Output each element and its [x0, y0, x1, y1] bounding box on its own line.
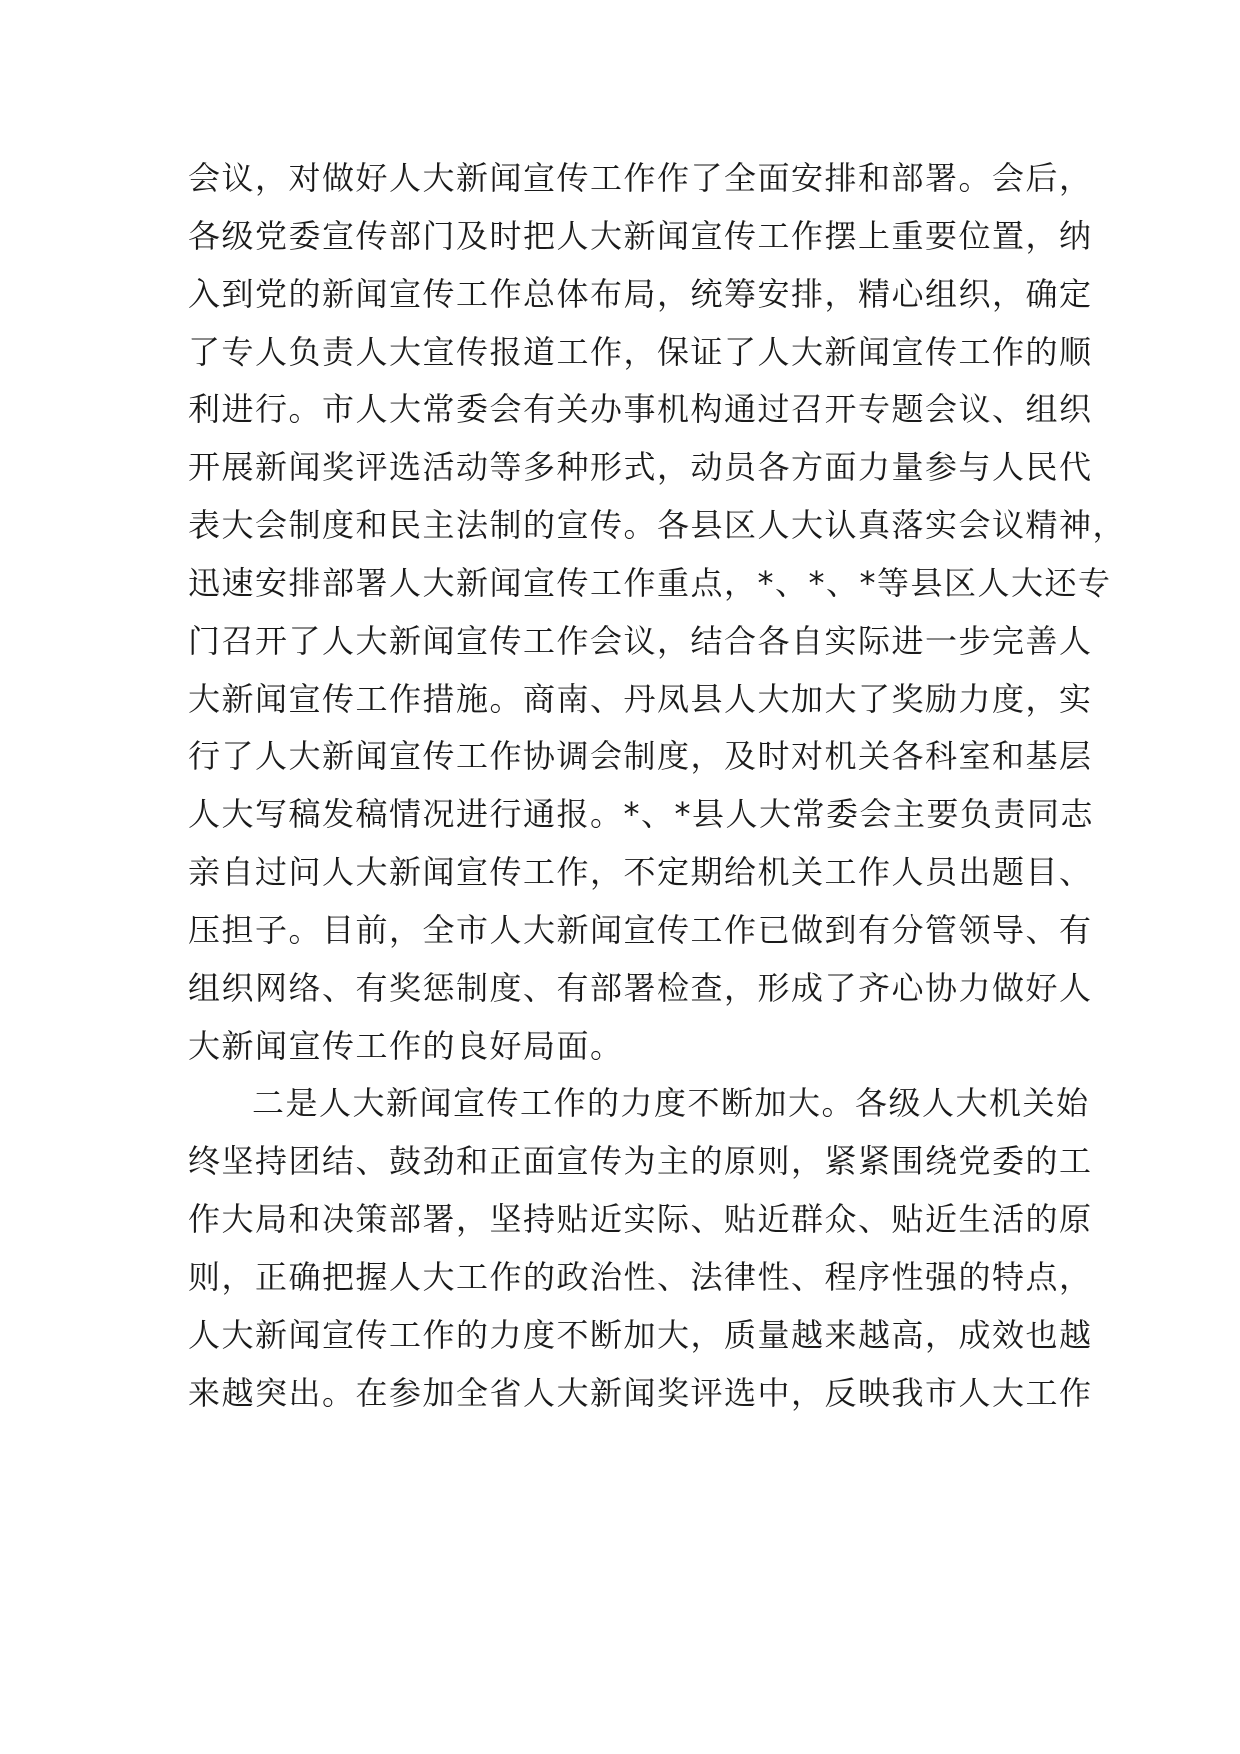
text-line: 入到党的新闻宣传工作总体布局，统筹安排，精心组织，确定	[188, 275, 1093, 313]
text-line: 人大写稿发稿情况进行通报。*、*县人大常委会主要负责同志	[188, 795, 1095, 833]
text-line: 则，正确把握人大工作的政治性、法律性、程序性强的特点，	[188, 1258, 1093, 1296]
text-line: 利进行。市人大常委会有关办事机构通过召开专题会议、组织	[188, 390, 1093, 428]
text-line: 大新闻宣传工作措施。商南、丹凤县人大加大了奖励力度，实	[188, 680, 1093, 718]
paragraph-first-line: 二是人大新闻宣传工作的力度不断加大。各级人大机关始	[252, 1084, 1090, 1122]
text-line: 组织网络、有奖惩制度、有部署检查，形成了齐心协力做好人	[188, 969, 1093, 1007]
text-line: 表大会制度和民主法制的宣传。各县区人大认真落实会议精神，	[188, 506, 1127, 544]
text-line: 大新闻宣传工作的良好局面。	[188, 1027, 624, 1065]
text-line: 门召开了人大新闻宣传工作会议，结合各自实际进一步完善人	[188, 622, 1093, 660]
text-line: 行了人大新闻宣传工作协调会制度，及时对机关各科室和基层	[188, 737, 1093, 775]
text-line: 各级党委宣传部门及时把人大新闻宣传工作摆上重要位置，纳	[188, 217, 1093, 255]
text-line: 来越突出。在参加全省人大新闻奖评选中，反映我市人大工作	[188, 1374, 1093, 1412]
text-line: 迅速安排部署人大新闻宣传工作重点，*、*、*等县区人大还专	[188, 564, 1112, 602]
text-line: 人大新闻宣传工作的力度不断加大，质量越来越高，成效也越	[188, 1316, 1093, 1354]
text-line: 作大局和决策部署，坚持贴近实际、贴近群众、贴近生活的原	[188, 1200, 1093, 1238]
text-line: 压担子。目前，全市人大新闻宣传工作已做到有分管领导、有	[188, 911, 1093, 949]
text-line: 会议，对做好人大新闻宣传工作作了全面安排和部署。会后，	[188, 159, 1093, 197]
text-line: 开展新闻奖评选活动等多种形式，动员各方面力量参与人民代	[188, 448, 1093, 486]
text-line: 终坚持团结、鼓劲和正面宣传为主的原则，紧紧围绕党委的工	[188, 1142, 1093, 1180]
text-line: 亲自过问人大新闻宣传工作，不定期给机关工作人员出题目、	[188, 853, 1093, 891]
text-line: 了专人负责人大宣传报道工作，保证了人大新闻宣传工作的顺	[188, 333, 1093, 371]
